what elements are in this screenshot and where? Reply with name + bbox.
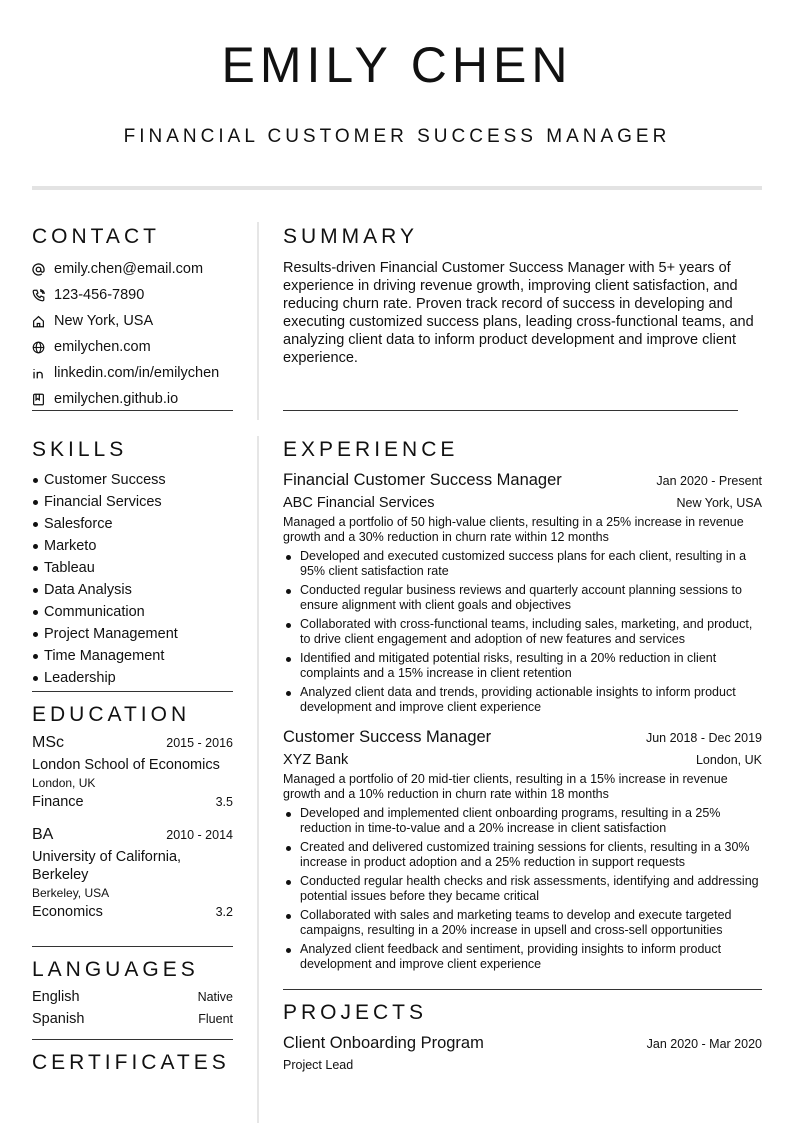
skill-label: Leadership [44, 670, 116, 686]
column-divider-bottom [257, 436, 259, 1123]
phone-icon [32, 289, 54, 302]
bullet-icon [33, 676, 38, 681]
edu-field: Economics [32, 904, 103, 920]
skill-label: Data Analysis [44, 582, 132, 598]
bullet-icon [33, 654, 38, 659]
bullet-icon [33, 500, 38, 505]
linkedin-icon [32, 367, 54, 380]
github-icon [32, 393, 54, 406]
skill-label: Salesforce [44, 516, 113, 532]
certificates-section [32, 1050, 233, 1076]
contact-linkedin-text: linkedin.com/in/emilychen [54, 365, 220, 381]
languages-section [32, 957, 233, 1033]
list-item: Identified and mitigated potential risks, resulting in a 20% reduction in client complaints and a 15% increase in client retention [283, 651, 762, 681]
education-heading: EDUCATION [32, 703, 191, 726]
at-sign-icon [32, 263, 54, 276]
job-title: Financial Customer Success Manager [283, 471, 562, 489]
job-bullets [283, 806, 762, 972]
skills-heading: SKILLS [32, 438, 128, 461]
summary-section [283, 224, 762, 367]
list-item: Collaborated with sales and marketing teams to develop and execute targeted campaigns, resulting in a 20% increase in upsell and cross-sell opportunities [283, 908, 762, 938]
edu-degree: BA [32, 826, 54, 843]
job-dates: Jan 2020 - Present [656, 474, 762, 488]
experience-divider [283, 989, 762, 990]
contact-divider [32, 410, 233, 411]
project-name: Client Onboarding Program [283, 1034, 484, 1052]
job-location: New York, USA [676, 496, 762, 510]
job-company: ABC Financial Services [283, 495, 435, 511]
language-level: Native [197, 990, 233, 1004]
job-title: Customer Success Manager [283, 728, 492, 746]
education-section [32, 702, 233, 920]
skill-item [32, 623, 233, 645]
bullet-icon [33, 588, 38, 593]
contact-github[interactable] [32, 386, 233, 412]
contact-website-text: emilychen.com [54, 339, 151, 355]
edu-school: University of California, Berkeley [32, 849, 182, 883]
bullet-icon [33, 610, 38, 615]
skill-item [32, 535, 233, 557]
skill-item [32, 667, 233, 689]
edu-gpa: 3.2 [215, 905, 233, 919]
projects-section [283, 1000, 762, 1072]
skills-divider [32, 691, 233, 692]
language-level: Fluent [198, 1012, 233, 1026]
bullet-icon [33, 566, 38, 571]
list-item: Conducted regular health checks and risk assessments, identifying and addressing potential issues before they became critical [283, 874, 762, 904]
skill-label: Time Management [44, 648, 165, 664]
list-item: Conducted regular business reviews and quarterly account planning sessions to ensure alignment with client goals and objectives [283, 583, 762, 613]
list-item: Created and delivered customized training sessions for clients, resulting in a 30% increase in product adoption and a 25% reduction in support requests [283, 840, 762, 870]
job-bullets [283, 549, 762, 715]
education-entry [32, 826, 233, 920]
skill-label: Communication [44, 604, 145, 620]
globe-icon [32, 341, 54, 354]
edu-field: Finance [32, 794, 84, 810]
education-entry [32, 734, 233, 810]
list-item: Developed and implemented client onboarding programs, resulting in a 25% reduction in time-to-value and a 20% increase in client satisfaction [283, 806, 762, 836]
job-location: London, UK [695, 753, 762, 767]
contact-website[interactable] [32, 334, 233, 360]
home-icon [32, 315, 54, 328]
experience-heading: EXPERIENCE [283, 438, 459, 461]
edu-dates: 2010 - 2014 [166, 828, 233, 842]
certificates-heading: CERTIFICATES [32, 1051, 230, 1074]
edu-location: London, UK [32, 776, 96, 790]
project-role: Project Lead [283, 1058, 354, 1072]
contact-phone-text: 123-456-7890 [54, 287, 145, 303]
experience-entry [283, 471, 762, 715]
job-description: Managed a portfolio of 50 high-value clients, resulting in a 25% increase in revenue growth and a 30% reduction in churn rate within 12 months [283, 515, 744, 544]
contact-phone[interactable] [32, 282, 233, 308]
edu-gpa: 3.5 [215, 795, 233, 809]
contact-location [32, 308, 233, 334]
job-dates: Jun 2018 - Dec 2019 [645, 731, 762, 745]
language-item [32, 1011, 233, 1033]
edu-dates: 2015 - 2016 [166, 736, 233, 750]
skill-item [32, 645, 233, 667]
bullet-icon [33, 478, 38, 483]
column-divider-top [257, 222, 259, 420]
edu-degree: MSc [32, 734, 64, 751]
contact-linkedin[interactable] [32, 360, 233, 386]
project-dates: Jan 2020 - Mar 2020 [646, 1037, 762, 1051]
skill-item [32, 513, 233, 535]
contact-heading: CONTACT [32, 225, 160, 248]
job-description: Managed a portfolio of 20 mid-tier clients, resulting in a 15% increase in revenue growth and a 10% reduction in churn rate within 18 months [283, 772, 728, 801]
skill-label: Tableau [44, 560, 95, 576]
candidate-title: FINANCIAL CUSTOMER SUCCESS MANAGER [123, 126, 671, 147]
header-divider [32, 186, 762, 190]
summary-heading: SUMMARY [283, 225, 418, 248]
bullet-icon [33, 632, 38, 637]
projects-heading: PROJECTS [283, 1001, 428, 1024]
skill-item [32, 601, 233, 623]
contact-github-text: emilychen.github.io [54, 391, 179, 407]
summary-divider [283, 410, 738, 411]
project-entry [283, 1034, 762, 1072]
bullet-icon [33, 522, 38, 527]
experience-section [283, 437, 762, 976]
bullet-icon [33, 544, 38, 549]
contact-email[interactable] [32, 256, 233, 282]
languages-divider [32, 1039, 233, 1040]
languages-list [32, 989, 233, 1033]
skill-label: Marketo [44, 538, 97, 554]
education-divider [32, 946, 233, 947]
skills-section [32, 437, 233, 689]
list-item: Analyzed client data and trends, providing actionable insights to inform product development and improve client experience [283, 685, 762, 715]
skills-list [32, 469, 233, 689]
language-name: Spanish [32, 1011, 85, 1027]
contact-section [32, 224, 233, 412]
skill-item [32, 491, 233, 513]
contact-email-text: emily.chen@email.com [54, 261, 204, 277]
skill-item [32, 469, 233, 491]
list-item: Developed and executed customized success plans for each client, resulting in a 95% client satisfaction rate [283, 549, 762, 579]
skill-item [32, 579, 233, 601]
languages-heading: LANGUAGES [32, 958, 199, 981]
edu-location: Berkeley, USA [32, 886, 110, 900]
language-name: English [32, 989, 80, 1005]
contact-location-text: New York, USA [54, 313, 154, 329]
summary-text: Results-driven Financial Customer Success Manager with 5+ years of experience in driving revenue growth, improving client satisfaction, and reducing churn rate. Proven track record of success in developing and executing customized success plans, leading cross-functional teams, and analyzing client data to inform product development and improve client experience. [283, 260, 754, 366]
skill-label: Customer Success [44, 472, 166, 488]
skill-label: Financial Services [44, 494, 162, 510]
contact-list [32, 256, 233, 412]
list-item: Collaborated with cross-functional teams, including sales, marketing, and product, to drive client engagement and adoption of new features and services [283, 617, 762, 647]
candidate-name: EMILY CHEN [221, 37, 573, 93]
skill-label: Project Management [44, 626, 178, 642]
edu-school: London School of Economics [32, 757, 220, 773]
skill-item [32, 557, 233, 579]
experience-entry [283, 728, 762, 972]
language-item [32, 989, 233, 1011]
job-company: XYZ Bank [283, 752, 349, 768]
list-item: Analyzed client feedback and sentiment, providing insights to inform product development and improve client experience [283, 942, 762, 972]
